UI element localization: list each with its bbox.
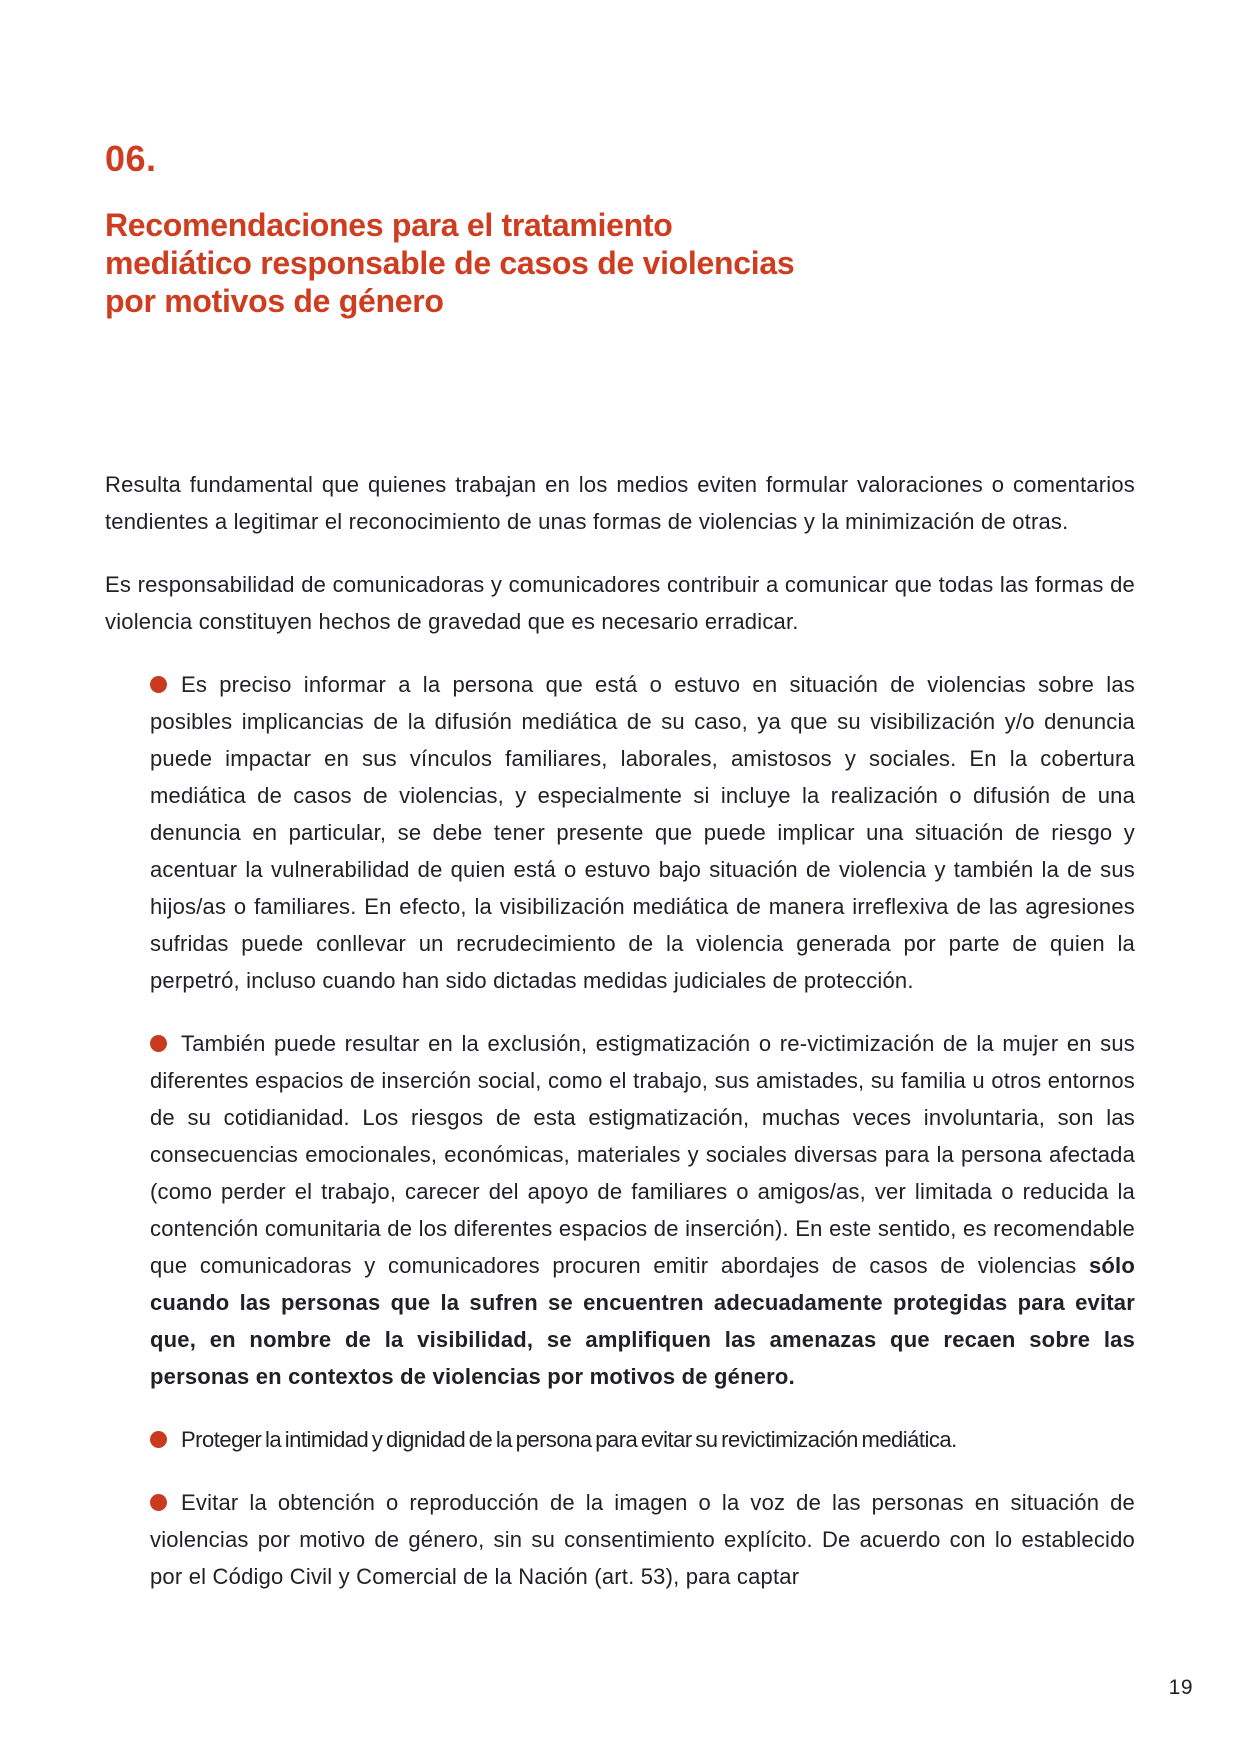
bullet-text: Es preciso informar a la persona que está o estuvo en situación de violencias sobre las posibles implicancias de la difusión mediática de su caso, ya que su visibilización y/o denuncia puede impactar en sus vínculos familiares, laborales, amistosos y sociales. En la cobertura mediática de casos de violencias, y especialmente si incluye la realización o difusión de una denuncia en particular, se debe tener presente que puede implicar una situación de riesgo y acentuar la vulnerabilidad de quien está o estuvo bajo situación de violencia y también la de sus hijos/as o familiares. En efecto, la visibilización mediática de manera irreflexiva de las agresiones sufridas puede conllevar un recrudecimiento de la violencia generada por parte de quien la perpetró, incluso cuando han sido dictadas medidas judiciales de protección. (150, 672, 1135, 993)
bullet-item (150, 1484, 1135, 1595)
page-number: 19 (1168, 1676, 1193, 1699)
section-number: 06. (105, 138, 157, 179)
bullet-item (150, 1025, 1135, 1395)
page-title-line: por motivos de género (105, 283, 444, 319)
page-title-line: mediático responsable de casos de violencias (105, 245, 795, 281)
bullet-item (150, 666, 1135, 999)
body-paragraph: Es responsabilidad de comunicadoras y comunicadores contribuir a comunicar que todas las formas de violencia constituyen hechos de gravedad que es necesario erradicar. (105, 572, 1135, 634)
bullet-icon (150, 1494, 167, 1511)
bullet-text: Evitar la obtención o reproducción de la imagen o la voz de las personas en situación de violencias por motivo de género, sin su consentimiento explícito. De acuerdo con lo establecido por el Código Civil y Comercial de la Nación (art. 53), para captar (150, 1490, 1135, 1589)
bullet-text: Proteger la intimidad y dignidad de la persona para evitar su revictimización mediática. (181, 1427, 957, 1452)
bullet-text: También puede resultar en la exclusión, estigmatización o re-victimización de la mujer en sus diferentes espacios de inserción social, como el trabajo, sus amistades, su familia u otros entornos de su cotidianidad. Los riesgos de esta estigmatización, muchas veces involuntaria, son las consecuencias emocionales, económicas, materiales y sociales diversas para la persona afectada (como perder el trabajo, carecer del apoyo de familiares o amigos/as, ver limitada o reducida la contención comunitaria de los diferentes espacios de inserción). En este sentido, es recomendable que comunicadoras y comunicadores procuren emitir abordajes de casos de violencias (150, 1031, 1135, 1278)
bullet-icon (150, 1431, 167, 1448)
body-paragraph: Resulta fundamental que quienes trabajan en los medios eviten formular valoraciones o comentarios tendientes a legitimar el reconocimiento de unas formas de violencias y la minimización de otras. (105, 472, 1135, 534)
page-title (105, 206, 1135, 320)
bullet-item (150, 1421, 1135, 1458)
bullet-icon (150, 676, 167, 693)
bullet-icon (150, 1035, 167, 1052)
bullet-text-bold: sólo cuando las personas que la sufren se encuentren adecuadamente protegidas para evitar que, en nombre de la visibilidad, se amplifiquen las amenazas que recaen sobre las personas en contextos de violencias por motivos de género. (150, 1253, 1135, 1389)
page-title-line: Recomendaciones para el tratamiento (105, 207, 673, 243)
